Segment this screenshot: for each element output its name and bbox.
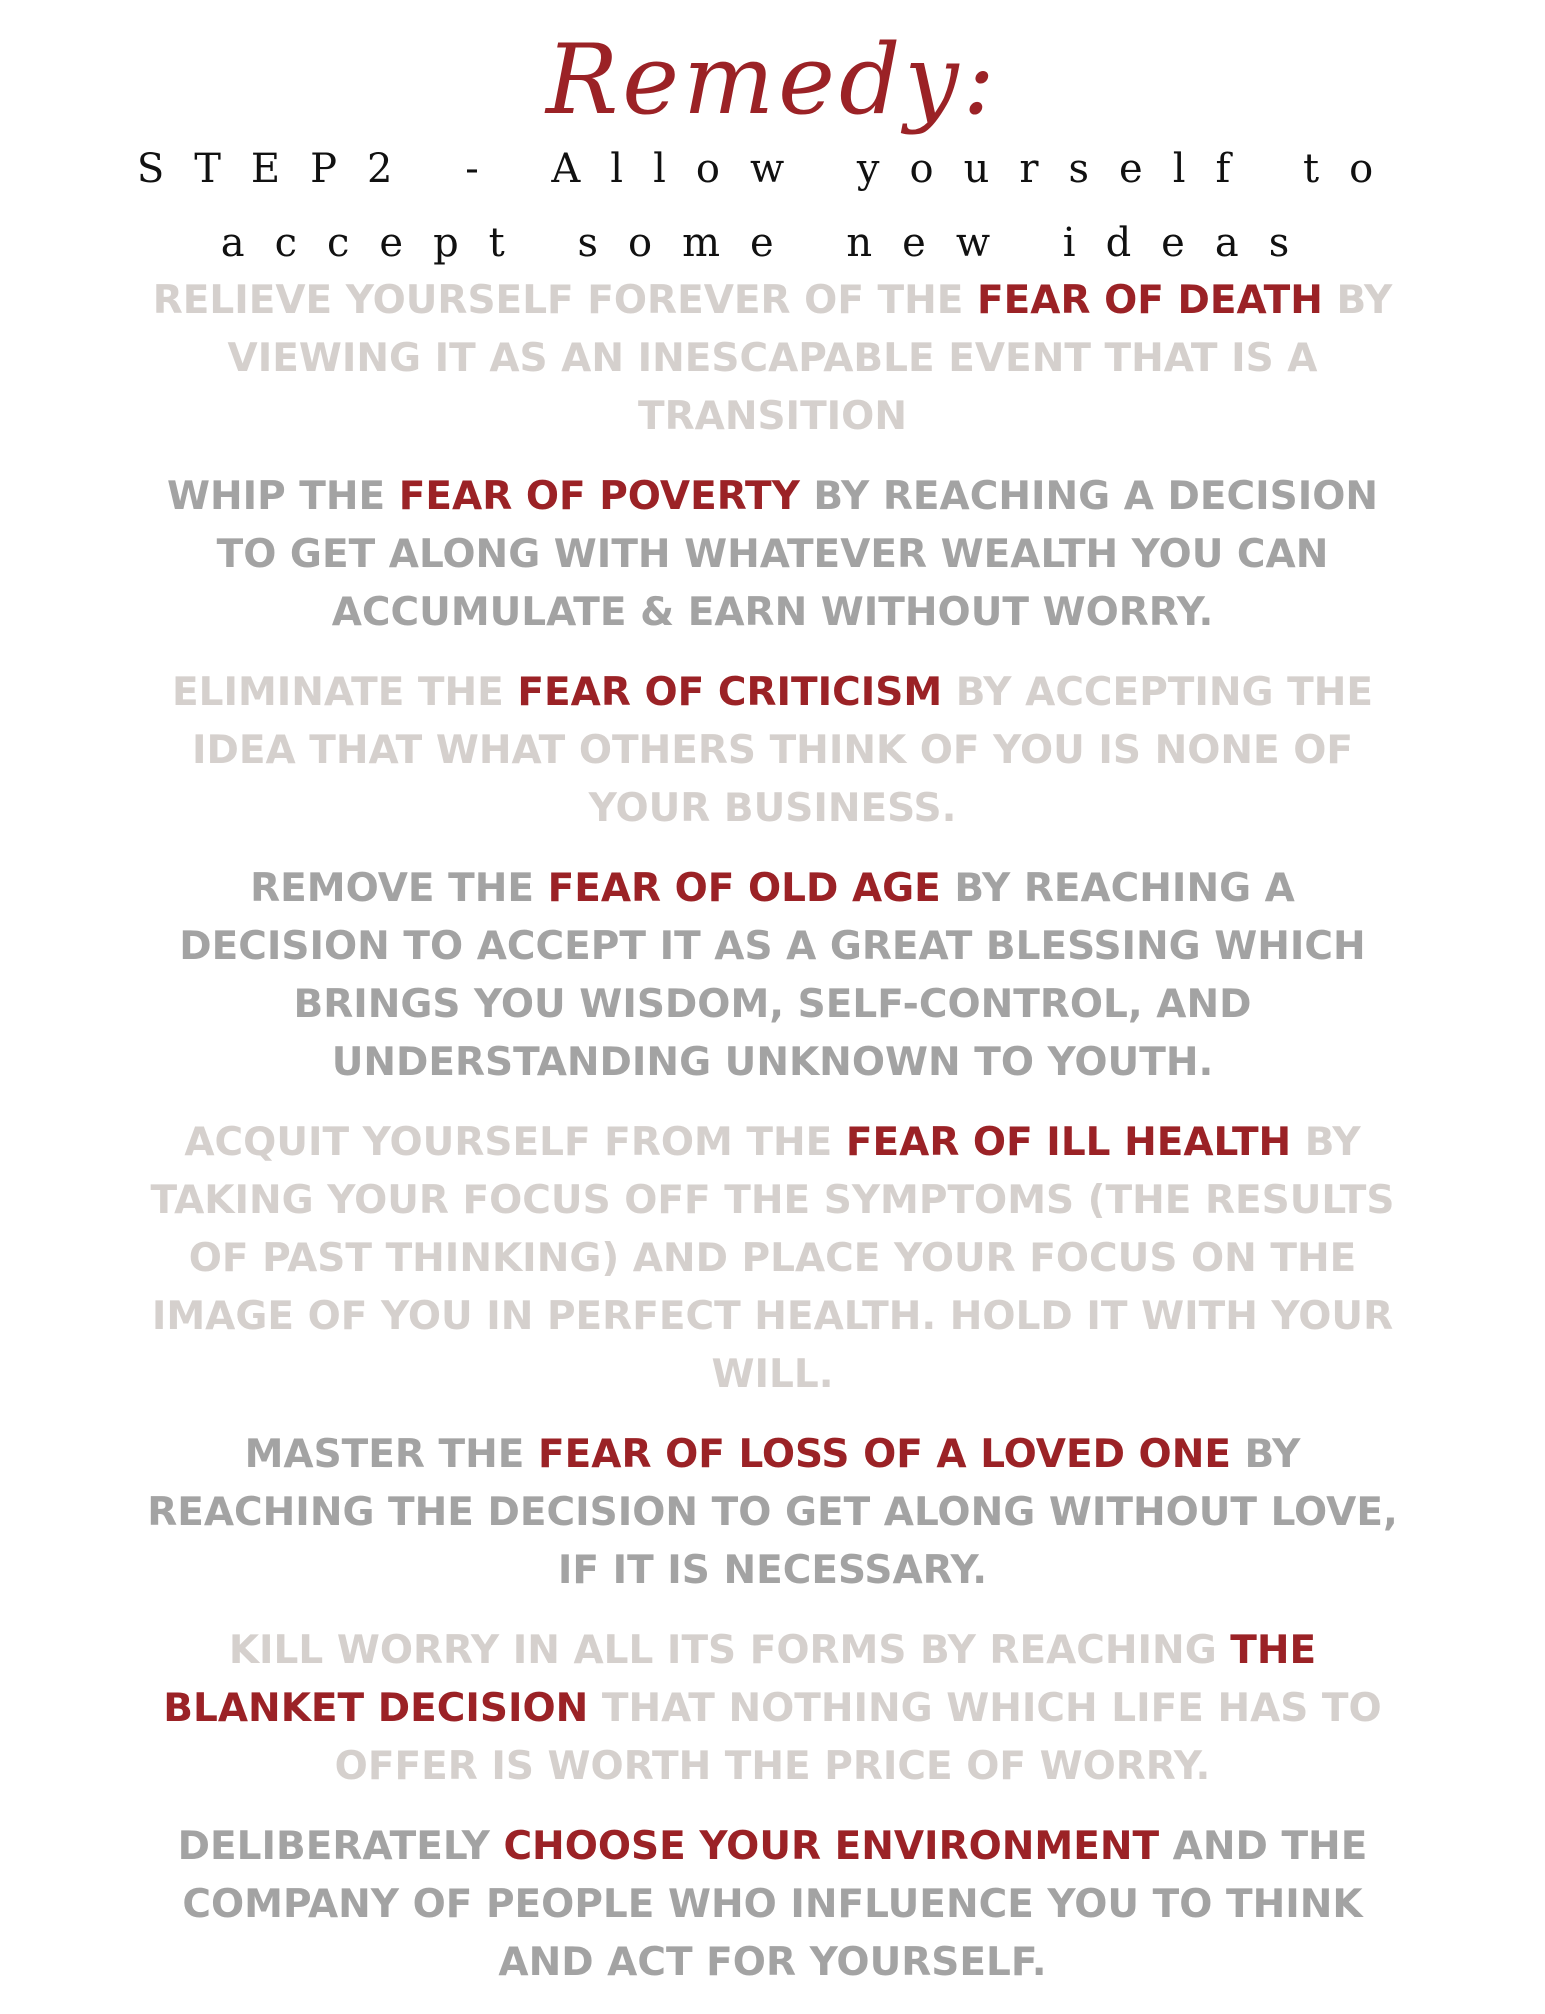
item-text-after: AND THE COMPANY OF PEOPLE WHO INFLUENCE YOU TO THINK AND ACT FOR YOURSELF. — [182, 1824, 1368, 1985]
item-text-after: BY REACHING THE DECISION TO GET ALONG WITHOUT LOVE, IF IT IS NECESSARY. — [147, 1432, 1398, 1593]
item-text-after: BY VIEWING IT AS AN INESCAPABLE EVENT THAT IS A TRANSITION — [227, 278, 1393, 439]
item-highlight: THE BLANKET DECISION — [163, 1628, 1317, 1731]
item-highlight: FEAR OF OLD AGE — [547, 866, 941, 911]
remedy-item-kill-worry — [140, 1622, 1405, 1796]
item-text-before: RELIEVE YOURSELF FOREVER OF THE — [152, 278, 978, 323]
item-highlight: FEAR OF ILL HEALTH — [845, 1120, 1292, 1165]
item-text-before: ELIMINATE THE — [171, 670, 518, 715]
item-text-before: WHIP THE — [166, 474, 399, 519]
item-highlight: FEAR OF LOSS OF A LOVED ONE — [538, 1432, 1231, 1477]
item-highlight: FEAR OF POVERTY — [398, 474, 800, 519]
script-title: Remedy: — [546, 24, 999, 136]
remedy-item-fear-of-old-age — [140, 860, 1405, 1092]
item-text-before: KILL WORRY IN ALL ITS FORMS BY REACHING — [228, 1628, 1231, 1673]
item-text-before: REMOVE THE — [250, 866, 548, 911]
step-heading: STEP2 - Allow yourself to accept some new ideas — [136, 146, 1404, 266]
remedy-item-fear-of-criticism — [140, 664, 1405, 838]
remedy-item-choose-environment — [140, 1818, 1405, 1992]
item-text-after: THAT NOTHING WHICH LIFE HAS TO OFFER IS WORTH THE PRICE OF WORRY. — [334, 1686, 1382, 1789]
remedy-list — [140, 272, 1405, 2014]
remedy-item-fear-of-poverty — [140, 468, 1405, 642]
item-text-after: BY REACHING A DECISION TO ACCEPT IT AS A GREAT BLESSING WHICH BRINGS YOU WISDOM, SELF-CONTROL, AND UNDERSTANDING UNKNOWN TO YOUTH. — [179, 866, 1366, 1085]
item-highlight: CHOOSE YOUR ENVIRONMENT — [503, 1824, 1160, 1869]
item-highlight: FEAR OF DEATH — [977, 278, 1323, 323]
item-text-after: BY REACHING A DECISION TO GET ALONG WITH WHATEVER WEALTH YOU CAN ACCUMULATE & EARN WITHOUT WORRY. — [216, 474, 1379, 635]
remedy-item-fear-of-ill-health — [140, 1114, 1405, 1404]
item-text-before: DELIBERATELY — [177, 1824, 504, 1869]
item-text-before: MASTER THE — [244, 1432, 538, 1477]
item-text-after: BY TAKING YOUR FOCUS OFF THE SYMPTOMS (THE RESULTS OF PAST THINKING) AND PLACE YOUR FOCUS ON THE IMAGE OF YOU IN PERFECT HEALTH. HOLD IT WITH YOUR WILL. — [150, 1120, 1395, 1397]
item-text-after: BY ACCEPTING THE IDEA THAT WHAT OTHERS THINK OF YOU IS NONE OF YOUR BUSINESS. — [191, 670, 1374, 831]
remedy-item-fear-of-loss — [140, 1426, 1405, 1600]
item-highlight: FEAR OF CRITICISM — [517, 670, 943, 715]
item-text-before: ACQUIT YOURSELF FROM THE — [184, 1120, 846, 1165]
remedy-item-fear-of-death — [140, 272, 1405, 446]
